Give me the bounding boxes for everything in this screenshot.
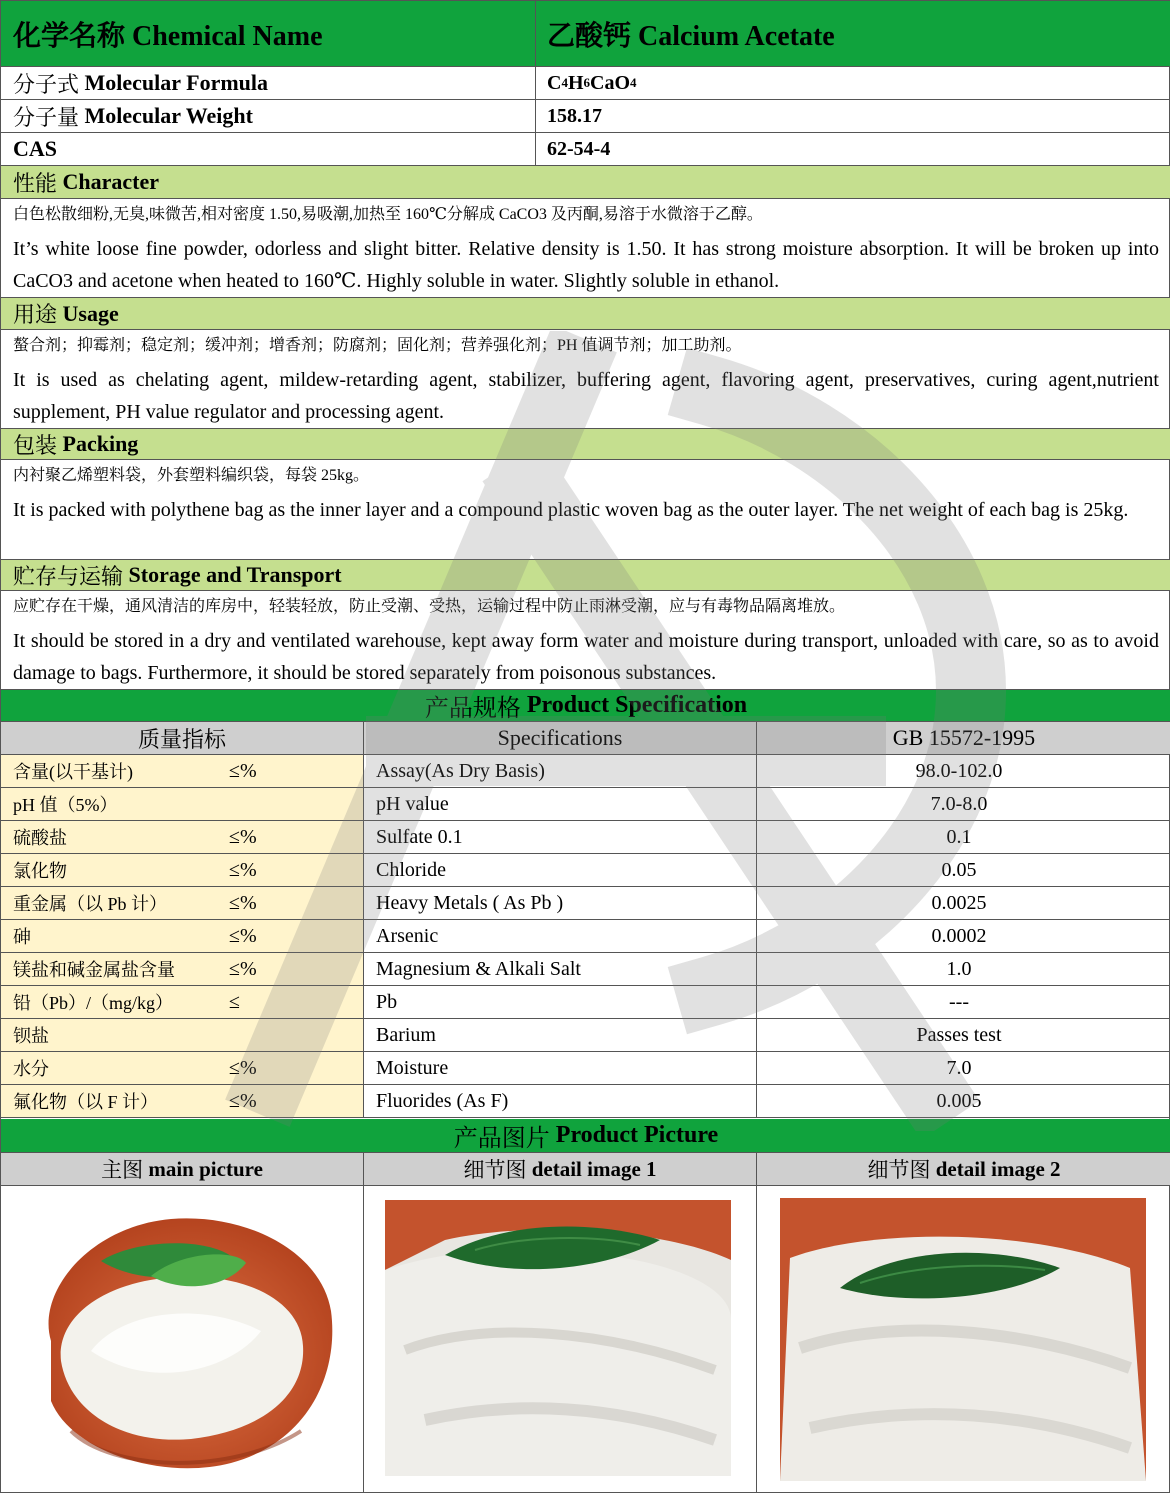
spec-row-name: Sulfate 0.1 [376, 825, 463, 848]
spec-row-zh: 硫酸盐 [13, 828, 67, 848]
spec-row-value: 7.0-8.0 [930, 792, 988, 815]
spec-row-limit: ≤% [229, 891, 257, 914]
picture-header-row [1, 1153, 1170, 1186]
spec-row-value: 0.005 [936, 1089, 982, 1112]
spec-row-name: Assay(As Dry Basis) [376, 759, 545, 782]
packing-text-zh: 内衬聚乙烯塑料袋，外套塑料编织袋，每袋 25kg。 [13, 467, 370, 484]
picture-title: 产品图片 Product Picture [453, 1122, 719, 1152]
property-label: 分子量 Molecular Weight [13, 103, 253, 130]
spec-row-name: Fluorides (As F) [376, 1089, 509, 1112]
section-body-packing [1, 460, 1170, 559]
spec-row [1, 953, 1170, 986]
spec-row-limit: ≤% [229, 1089, 257, 1112]
spec-row-name: Magnesium & Alkali Salt [376, 957, 581, 980]
spec-row [1, 1085, 1170, 1118]
spec-row-name: Heavy Metals ( As Pb ) [376, 891, 564, 914]
spec-row [1, 1052, 1170, 1085]
spec-row-value: 7.0 [946, 1056, 972, 1079]
property-label-en: Molecular Formula [84, 70, 269, 95]
spec-row-indicator [1, 1052, 363, 1084]
spec-row [1, 1019, 1170, 1052]
spec-row-zh: 氯化物 [13, 861, 67, 881]
spec-row-zh: 砷 [13, 927, 31, 947]
section-header-usage: 用途 Usage [1, 297, 1170, 330]
molecular-formula-value: C 4 H 6 CaO 4 [547, 71, 637, 94]
spec-row [1, 986, 1170, 1019]
chemical-name-value: 乙酸钙 Calcium Acetate [547, 20, 835, 52]
section-body-storage [1, 591, 1170, 689]
picture-row [1, 1186, 1170, 1493]
property-label-zh: 分子式 [13, 71, 80, 97]
molecular-formula-row [1, 67, 1170, 100]
spec-row-indicator [1, 1085, 363, 1117]
spec-row-limit: ≤ [229, 990, 240, 1013]
detail-image-1-label: 细节图 detail image 1 [463, 1156, 657, 1182]
section-body-usage [1, 330, 1170, 428]
spec-row-zh: 钡盐 [13, 1026, 49, 1046]
spec-row-zh: 含量(以干基计) [13, 762, 133, 782]
detail-photo-2 [780, 1198, 1146, 1481]
spec-col-quality: 质量指标 [137, 726, 226, 752]
spec-row-limit: ≤% [229, 1056, 257, 1079]
spec-row-value: 0.05 [941, 858, 977, 881]
picture-title-row [1, 1119, 1170, 1153]
header-row [1, 1, 1170, 67]
spec-row-name: Pb [376, 990, 398, 1013]
section-header-packing: 包装 Packing [1, 428, 1170, 460]
spec-row-value: 1.0 [946, 957, 972, 980]
spec-row-zh: pH 值（5%） [13, 795, 118, 815]
spec-row-name: Chloride [376, 858, 446, 881]
spec-row [1, 854, 1170, 887]
storage-text-zh: 应贮存在干燥，通风清洁的库房中，轻装轻放，防止受潮、受热，运输过程中防止雨淋受潮，应与有毒物品隔离堆放。 [13, 598, 846, 615]
packing-text-en: It is packed with polythene bag as the inner layer and a compound plastic woven bag as the outer layer. The net weight of each bag is 25kg. [13, 499, 1129, 521]
spec-row [1, 788, 1170, 821]
property-label [13, 67, 268, 99]
spec-row-indicator [1, 953, 363, 985]
spec-row [1, 755, 1170, 788]
main-picture-label: 主图 main picture [101, 1156, 263, 1182]
spec-col-standard: GB 15572-1995 [892, 725, 1036, 750]
main-product-photo [31, 1201, 341, 1481]
spec-row-indicator [1, 986, 363, 1018]
spec-row-name: Arsenic [376, 924, 439, 947]
molecular-weight-row [1, 100, 1170, 133]
spec-row [1, 887, 1170, 920]
section-header-character: 性能 Character [1, 166, 1170, 199]
spec-title-row [1, 689, 1170, 722]
spec-row-value: 0.1 [946, 825, 972, 848]
character-text-en: It’s white loose fine powder, odorless and slight bitter. Relative density is 1.50. It has strong moisture absorption. It will be broken up into CaCO3 and acetone when heated to 160℃. Highly soluble in water. Slightly soluble in ethanol. [13, 238, 1159, 292]
usage-text-zh: 螯合剂；抑霉剂；稳定剂；缓冲剂；增香剂；防腐剂；固化剂；营养强化剂；PH 值调节剂；加工助剂。 [13, 337, 742, 354]
section-header-storage: 贮存与运输 Storage and Transport [1, 559, 1170, 591]
spec-row-limit: ≤% [229, 924, 257, 947]
spec-row-limit: ≤% [229, 858, 257, 881]
spec-header-row [1, 722, 1170, 755]
cas-label: CAS [13, 136, 58, 161]
spec-row-zh: 镁盐和碱金属盐含量 [13, 960, 175, 980]
molecular-weight-value: 158.17 [547, 104, 602, 127]
spec-row-zh: 铅（Pb）/（mg/kg） [13, 993, 174, 1013]
usage-text-en: It is used as chelating agent, mildew-retarding agent, stabilizer, buffering agent, flavoring agent, preservatives, curing agent,nutrient supplement, PH value regulator and processing agent. [13, 369, 1159, 423]
spec-row-limit: ≤% [229, 957, 257, 980]
section-body-character [1, 199, 1170, 298]
character-text-zh: 白色松散细粉,无臭,味微苦,相对密度 1.50,易吸潮,加热至 160℃分解成 CaCO3 及丙酮,易溶于水微溶于乙醇。 [13, 206, 763, 223]
spec-row-value: 0.0025 [931, 891, 987, 914]
spec-row-zh: 重金属（以 Pb 计） [13, 894, 168, 914]
storage-text-en: It should be stored in a dry and ventilated warehouse, kept away form water and moisture during transport, unloaded with care, so as to avoid damage to bags. Furthermore, it should be stored separately from poisonous substances. [13, 630, 1159, 684]
spec-row-indicator [1, 1019, 363, 1051]
spec-row-indicator [1, 755, 363, 787]
spec-row-indicator [1, 788, 363, 820]
spec-row-indicator [1, 887, 363, 919]
spec-row-indicator [1, 854, 363, 886]
cas-value: 62-54-4 [547, 137, 611, 160]
spec-row-name: pH value [376, 792, 449, 815]
spec-row-indicator [1, 821, 363, 853]
spec-row-value: 0.0002 [931, 924, 987, 947]
spec-row [1, 920, 1170, 953]
spec-row-indicator [1, 920, 363, 952]
spec-title: 产品规格 Product Specification [424, 692, 748, 722]
spec-row-name: Barium [376, 1023, 436, 1046]
spec-row-name: Moisture [376, 1056, 449, 1079]
detail-image-2-label: 细节图 detail image 2 [867, 1156, 1061, 1182]
spec-row-zh: 水分 [13, 1059, 49, 1079]
cas-row [1, 133, 1170, 166]
spec-row-limit: ≤% [229, 825, 257, 848]
spec-row-limit: ≤% [229, 759, 257, 782]
chemical-name-label: 化学名称 Chemical Name [13, 20, 323, 52]
spec-row [1, 821, 1170, 854]
detail-photo-1 [385, 1200, 731, 1476]
spec-row-value: 98.0-102.0 [915, 759, 1003, 782]
spec-row-zh: 氟化物（以 F 计） [13, 1092, 159, 1112]
spec-row-value: --- [949, 990, 969, 1013]
spec-row-value: Passes test [916, 1023, 1002, 1046]
spec-col-specifications: Specifications [497, 725, 623, 750]
